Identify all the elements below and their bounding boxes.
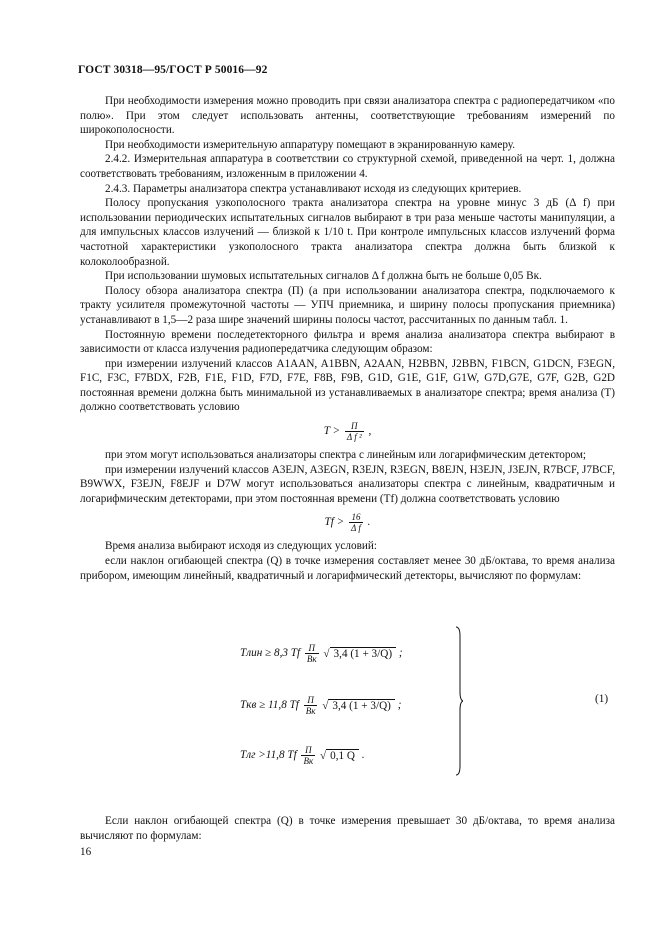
- fraction-denominator: Δ f: [351, 523, 361, 534]
- row-fraction: [304, 695, 318, 716]
- formula-t: [80, 421, 615, 442]
- formula-lhs: T >: [323, 425, 341, 438]
- paragraph: Полосу обзора анализатора спектра (П) (a при использовании анализатора спектра, подключаемого к тракту усилителя промежуточной частоты — УПЧ приемника, и ширину полосы пропускания приемника) устанавливают в 1,5—2 раза шире значений ширины полосы частот, рассчитанных по данным табл. 1.: [80, 284, 615, 326]
- square-root: √ 0,1 Q: [320, 749, 359, 762]
- row-tail: ;: [398, 647, 403, 660]
- paragraph: Если наклон огибающей спектра (Q) в точке измерения превышает 30 дБ/октава, то время анализа вычисляют по формулам:: [80, 815, 615, 842]
- fraction-numerator: П: [304, 695, 318, 706]
- paragraph: При необходимости измерительную аппаратуру помещают в экранированную камеру.: [105, 138, 516, 151]
- paragraph: Постоянную времени последетекторного фильтра и время анализа анализатора спектра выбирают в зависимости от класса излучения радиопередатчика следующим образом:: [80, 328, 615, 356]
- fraction-denominator: Bк: [305, 706, 316, 716]
- document-body: [80, 94, 615, 583]
- formula-row-kv: [240, 695, 401, 716]
- fraction-numerator: П: [301, 745, 315, 756]
- page-number: 16: [80, 846, 92, 858]
- equation-number: (1): [595, 693, 609, 705]
- square-root: √ 3,4 (1 + 3/Q): [322, 699, 395, 712]
- formula-tail: .: [367, 516, 371, 529]
- formula-fraction: [349, 512, 363, 533]
- formula-tail: ,: [368, 425, 372, 438]
- formula-row-lg: [240, 745, 365, 766]
- paragraph: при измерении излучений классов A1AAN, A1BBN, A2AAN, H2BBN, J2BBN, F1BCN, G1DCN, F3EGN, F1C, F3C, F7BDX, F2B, F1E, F1D, F7D, F7E, F8B, F9B, G1D, G1E, G1F, G1W, G7D,G7E, G7F, G2B, G2D постоянная времени должна быть минимальной из устанавливаемых в анализаторе спектра; время анализа (T) должно соответствовать условию: [80, 357, 615, 414]
- document-header: ГОСТ 30318—95/ГОСТ Р 50016—92: [78, 64, 268, 76]
- paragraph: При использовании шумовых испытательных сигналов Δ f должна быть не больше 0,05 Bк.: [105, 270, 542, 283]
- fraction-denominator: Bк: [306, 654, 317, 664]
- row-fraction: [301, 745, 315, 766]
- formula-fraction: [345, 421, 364, 442]
- paragraph: При необходимости измерения можно проводить при связи анализатора спектра с радиопередатчиком «по полю». При этом следует использовать антенны, соответствующие требованиям измерений по широкополосности.: [80, 95, 615, 137]
- row-fraction: [305, 643, 319, 664]
- row-lhs: Tлин ≥ 8,3 Tf: [240, 647, 301, 660]
- fraction-denominator: Bк: [303, 756, 314, 766]
- right-brace-icon: [455, 626, 463, 776]
- radicand: 0,1 Q: [326, 749, 359, 762]
- formula-tf: [80, 512, 615, 533]
- fraction-denominator: Δ f ²: [346, 432, 362, 443]
- fraction-numerator: 16: [349, 512, 363, 523]
- row-tail: .: [361, 749, 365, 762]
- paragraph: 2.4.2. Измерительная аппаратура в соответствии со структурной схемой, приведенной на черт. 1, должна соответствовать требованиям, изложенным в приложении 4.: [80, 153, 615, 180]
- paragraph: Полосу пропускания узкополосного тракта анализатора спектра на уровне минус 3 дБ (Δ f) при использовании периодических испытательных сигналов выбирают в три раза меньше частоты манипуляции, а для импульсных классов излучений — близкой к 1/10 t. При контроле импульсных классов излучений форма частотной характеристики узкополосного тракта анализатора спектра должна быть близкой к колоколообразной.: [80, 197, 615, 268]
- radicand: 3,4 (1 + 3/Q): [330, 647, 397, 660]
- formula-row-lin: [240, 643, 403, 664]
- paragraph: 2.4.3. Параметры анализатора спектра устанавливают исходя из следующих критериев.: [105, 182, 522, 195]
- square-root: √ 3,4 (1 + 3/Q): [323, 647, 396, 660]
- paragraph: Время анализа выбирают исходя из следующих условий:: [105, 540, 377, 553]
- paragraph: при этом могут использоваться анализаторы спектра с линейным или логарифмическим детектором;: [105, 449, 587, 462]
- paragraph: при измерении излучений классов A3EJN, A3EGN, R3EJN, R3EGN, B8EJN, H3EJN, J3EJN, R7BCF, J7BCF, B9WWX, F3EJN, F8EJF и D7W могут использоваться анализаторы спектра с линейным, квадратичным и логарифмическим детекторами, при этом постоянная времени (Tf) должна соответствовать условию: [80, 463, 615, 505]
- radicand: 3,4 (1 + 3/Q): [328, 699, 395, 712]
- row-lhs: Tлг >11,8 Tf: [240, 749, 297, 762]
- paragraph: если наклон огибающей спектра (Q) в точке измерения составляет менее 30 дБ/октава, то время анализа прибором, имеющим линейный, квадратичный и логарифмический детекторы, вычисляют по формулам:: [80, 555, 615, 582]
- fraction-numerator: П: [345, 421, 364, 432]
- document-tail: [80, 814, 615, 843]
- formula-system: [240, 625, 620, 775]
- fraction-numerator: П: [305, 643, 319, 654]
- formula-lhs: Tf >: [324, 516, 345, 529]
- row-tail: ;: [397, 699, 402, 712]
- row-lhs: Tкв ≥ 11,8 Tf: [240, 699, 299, 712]
